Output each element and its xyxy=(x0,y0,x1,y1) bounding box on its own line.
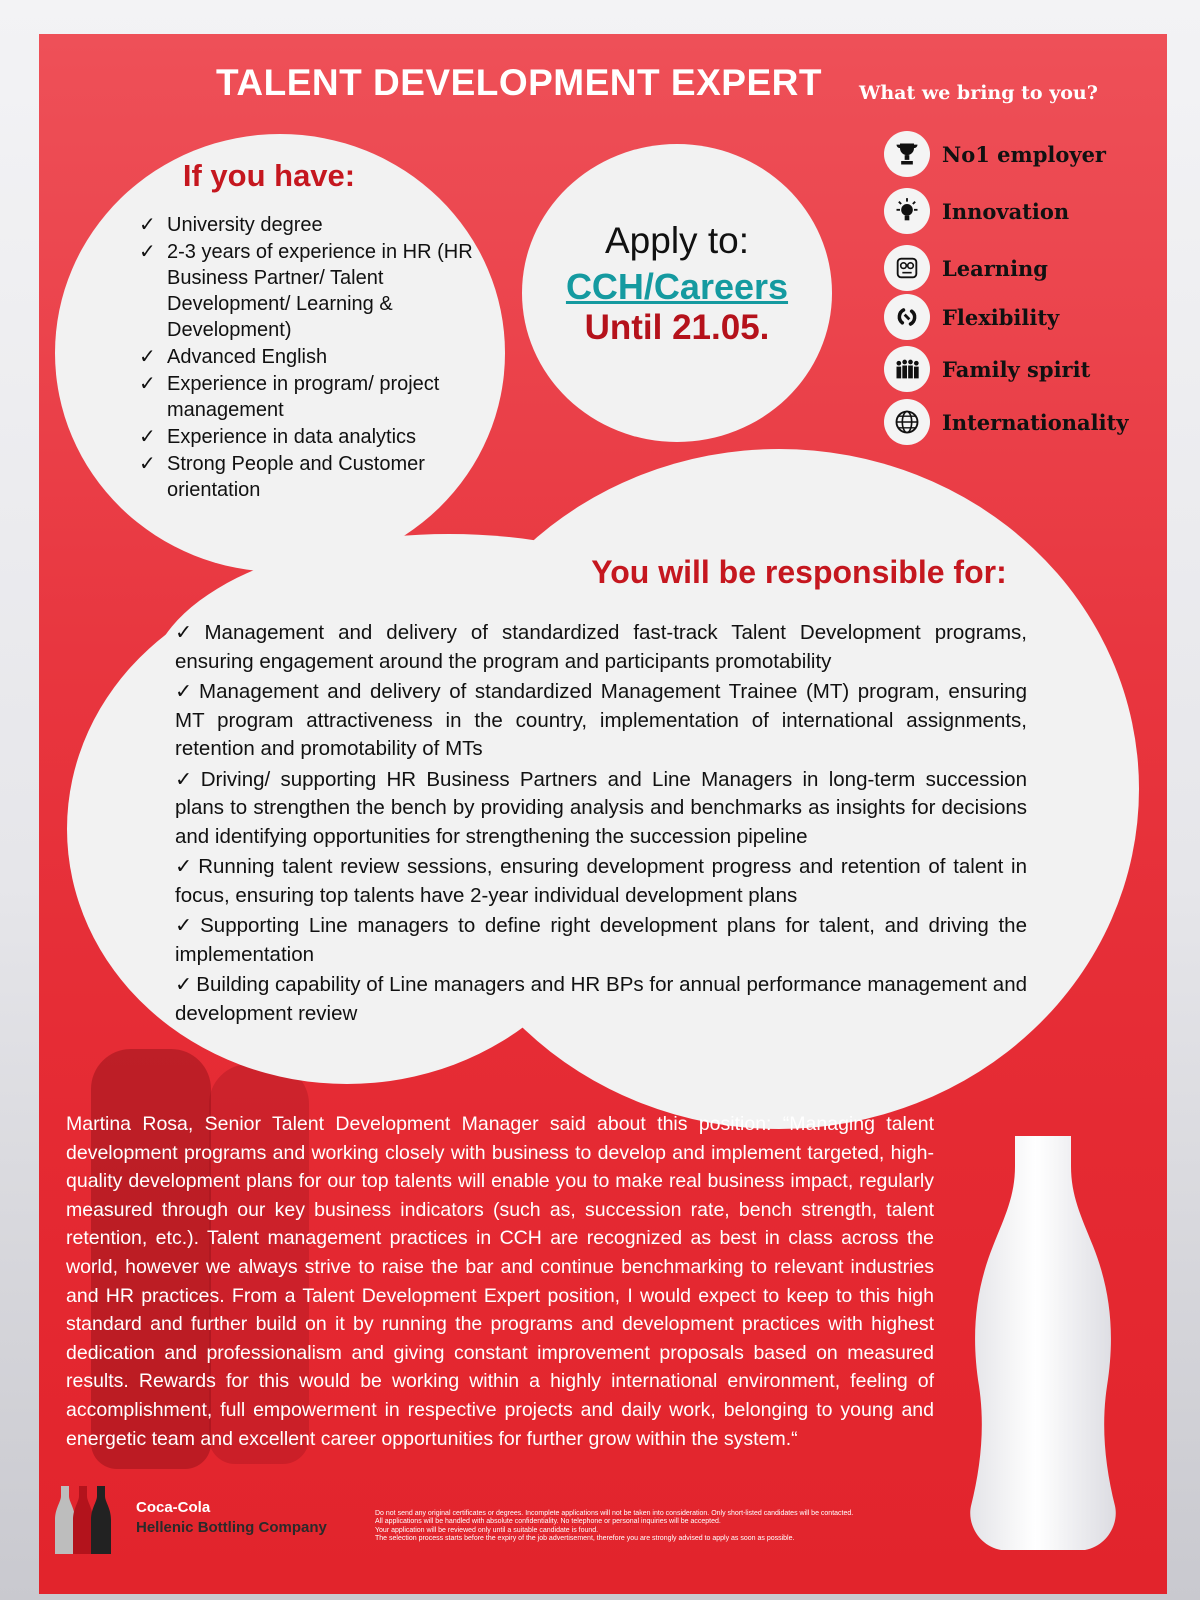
benefit-label: Internationality xyxy=(942,409,1129,435)
check-icon: ✓ xyxy=(175,914,197,937)
list-item: ✓ Driving/ supporting HR Business Partners and Line Managers in long-term succession plans to strengthen the bench by providing analysis and benchmarks as insights for decisions and identifying opportunities for strengthening the succession pipeline xyxy=(175,767,1027,848)
careers-link[interactable]: CCH/Careers xyxy=(565,266,789,307)
application-deadline: Until 21.05. xyxy=(584,308,770,347)
job-poster xyxy=(39,34,1167,1594)
apply-prefix: Apply to: xyxy=(605,220,749,261)
trophy-icon xyxy=(884,131,930,177)
list-item: ✓ 2-3 years of experience in HR (HR Business Partner/ Talent Development/ Learning & Development) xyxy=(139,241,473,341)
company-logo-bottles xyxy=(53,1484,113,1556)
list-item: ✓ Experience in data analytics xyxy=(139,426,417,448)
owl-icon xyxy=(884,245,930,291)
list-item: ✓ Management and delivery of standardized Management Trainee (MT) program, ensuring MT program attractiveness in the country, implementation of international assignments, retention and promotability of MTs xyxy=(175,680,1027,760)
list-item: ✓ Management and delivery of standardized fast-track Talent Development programs, ensuring engagement around the program and participants promotability xyxy=(175,621,1027,673)
responsibilities-list xyxy=(175,619,1027,1030)
list-item: ✓ Experience in program/ project management xyxy=(139,373,440,421)
flexibility-icon xyxy=(884,294,930,340)
check-icon: ✓ xyxy=(139,214,156,236)
manager-quote: Martina Rosa, Senior Talent Development Manager said about this position: “Managing talent development programs and working closely with business to develop and implement targeted, high-quality development plans for our top talents will enable you to make real business impact, regularly measured through our key business indicators (such as, succession rate, bench strength, talent retention, etc.). Talent management practices in CCH are recognized as best in class across the world, however we always strive to raise the bar and continue benchmarking to relevant industries and HR practices. From a Talent Development Expert position, I would expect to keep to this high standard and further build on it by running the programs and development practices with highest dedication and professionalism and giving constant improvement proposals based on measured results. Rewards for this would be working within a highly international environment, feeling of accomplishment, full empowerment in respective projects and daily work, belonging to young and energetic team and excellent career opportunities for further grow within the system.“ xyxy=(66,1113,934,1450)
check-icon: ✓ xyxy=(175,680,196,703)
check-icon: ✓ xyxy=(175,767,197,791)
benefit-label: Family spirit xyxy=(942,356,1091,382)
people-group-icon xyxy=(884,346,930,392)
list-item: ✓ Running talent review sessions, ensuring development progress and retention of talent in focus, ensuring top talents have 2-year individual development plans xyxy=(175,855,1027,907)
responsibilities-title: You will be responsible for: xyxy=(591,554,1007,590)
list-item: ✓ Advanced English xyxy=(139,346,328,368)
check-icon: ✓ xyxy=(139,346,156,368)
check-icon: ✓ xyxy=(139,373,156,395)
check-icon: ✓ xyxy=(139,453,156,475)
benefit-label: No1 employer xyxy=(942,141,1107,167)
check-icon: ✓ xyxy=(175,855,195,878)
check-icon: ✓ xyxy=(175,621,201,644)
requirements-title: If you have: xyxy=(182,158,356,193)
benefit-label: Flexibility xyxy=(942,304,1060,330)
benefit-item xyxy=(884,132,1106,176)
list-item: ✓ Supporting Line managers to define right development plans for talent, and driving the implementation xyxy=(175,914,1027,966)
benefit-item xyxy=(884,400,1129,444)
lightbulb-icon xyxy=(884,188,930,234)
benefit-item xyxy=(884,347,1090,391)
check-icon: ✓ xyxy=(139,426,156,448)
requirements-list xyxy=(139,212,479,504)
benefit-item xyxy=(884,246,1048,290)
benefit-item xyxy=(884,189,1069,233)
company-name: Coca-Cola Hellenic Bottling Company xyxy=(136,1499,327,1536)
check-icon: ✓ xyxy=(175,973,193,996)
list-item: ✓ Building capability of Line managers and HR BPs for annual performance management and development review xyxy=(175,973,1027,1025)
white-bottle-image xyxy=(957,1134,1127,1554)
check-icon: ✓ xyxy=(139,241,156,263)
benefit-item xyxy=(884,295,1059,339)
benefit-label: Learning xyxy=(942,255,1048,281)
list-item: ✓ University degree xyxy=(139,214,323,236)
list-item: ✓ Strong People and Customer orientation xyxy=(139,453,425,501)
globe-icon xyxy=(884,399,930,445)
benefit-label: Innovation xyxy=(942,198,1070,224)
page-title: TALENT DEVELOPMENT EXPERT xyxy=(216,62,822,103)
disclaimer-text: Do not send any original certificates or degrees. Incomplete applications will not be taken into consideration. Only short-listed candidates will be contacted. All applications will be handled with absolute confidentiality. No telephone or personal inquiries will be accepted. Your application will be reviewed only until a suitable candidate is found. The selection process starts before the expiry of the job advertisement, therefore you are strongly advised to apply as soon as possible. xyxy=(375,1510,854,1543)
benefits-title: What we bring to you? xyxy=(859,82,1098,104)
